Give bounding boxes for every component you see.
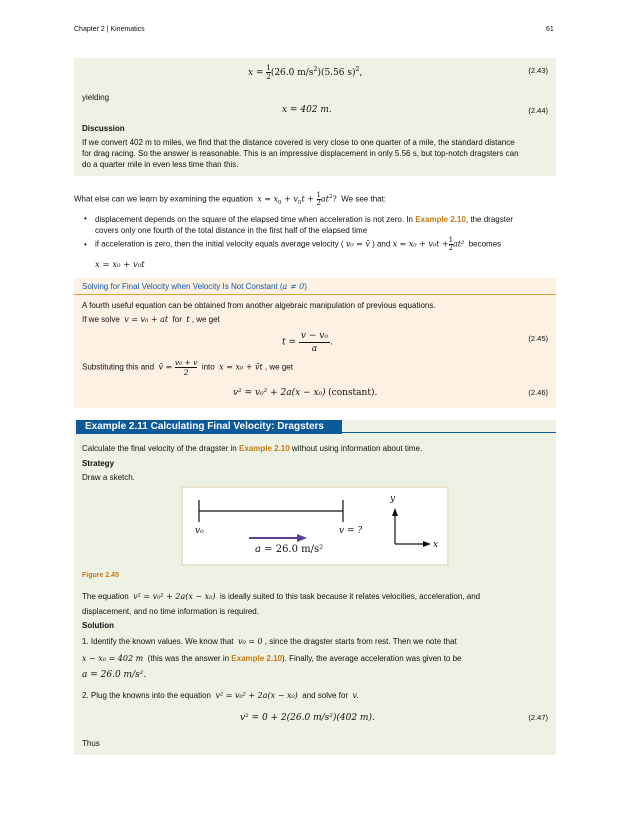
yielding-text: yielding [82, 93, 110, 102]
v0-label: v₀ [195, 526, 204, 536]
figure-caption: Figure 2.45 [82, 572, 119, 579]
equation-2-45: t = $\frac{\text{v − v₀}}{a}$ . [282, 331, 333, 354]
substituting-line: Substituting this and v̄ = $\frac{\text{v₀ + v}}{2}$ into x = x₀ + v̄t , we get [82, 358, 293, 377]
example-2-10-link[interactable]: Example 2.10 [238, 444, 290, 453]
equation-2-43: x = $\frac{1}{2}$ (26.0 $m/s^2)(5.56$ s)$^2$, [248, 64, 363, 82]
bullet-1-line-2: covers only one fourth of the total distance in the first half of the elapsed time [95, 226, 368, 235]
what-else-paragraph: What else can we learn by examining the equation $x = x_0 + v_0t$ + $\frac{1}{2}$ $at^2$? We see that: [74, 191, 387, 207]
solution-heading: Solution [82, 621, 114, 630]
discussion-line-1: If we convert 402 m to miles, we find that the distance covered is very close to one quarter of a mile, the standard distance [82, 138, 515, 147]
example-box [74, 420, 556, 755]
example-2-10-link[interactable]: Example 2.10 [231, 654, 282, 663]
y-axis-label: y [390, 494, 396, 504]
step-1-line-2: x − x₀ = 402 m (this was the answer in Example 2.10). Finally, the average acceleration was given to be [82, 654, 462, 663]
v-final-label: v = ? [339, 526, 363, 536]
solving-line-2: If we solve v = v₀ + at for t , we get [82, 315, 220, 324]
example-title-bar: Example 2.11 Calculating Final Velocity: Dragsters [76, 420, 342, 434]
solving-box-divider [74, 294, 556, 295]
step-1-line-1: 1. Identify the known values. We know that v₀ = 0 , since the dragster starts from rest. Then we note that [82, 637, 457, 646]
bullet-2-line-2: x = x₀ + v₀t [95, 260, 145, 270]
discussion-heading: Discussion [82, 124, 125, 133]
example-2-10-link[interactable]: Example 2.10 [415, 215, 466, 224]
page-number: 61 [546, 26, 554, 33]
equation-number-2-46: (2.46) [528, 388, 548, 397]
step-1-line-3: a = 26.0 m/s². [82, 670, 147, 680]
bullet-1-line-1: displacement depends on the square of the elapsed time when acceleration is not zero. In Example 2.10, the dragster [95, 215, 514, 224]
solving-line-1: A fourth useful equation can be obtained from another algebraic manipulation of previous equations. [82, 301, 436, 310]
example-intro: Calculate the final velocity of the dragster in Example 2.10 without using information about time. [82, 444, 423, 453]
x-axis-arrowhead [423, 541, 431, 547]
equation-2-46: v² = v₀² + 2a(x − x₀) (constant). [233, 388, 378, 398]
discussion-line-2: for drag racing. So the answer is reasonable. This is an impressive displacement in only 5.56 s, but top-notch dragsters can [82, 149, 519, 158]
thus-text: Thus [82, 739, 100, 748]
dragster-sketch-figure [181, 486, 449, 566]
equation-number-2-44: (2.44) [528, 106, 548, 115]
draw-sketch-text: Draw a sketch. [82, 473, 135, 482]
acceleration-label: a = 26.0 m/s² [255, 544, 324, 555]
step-2-line: 2. Plug the knowns into the equation v² = v₀² + 2a(x − x₀) and solve for v. [82, 691, 359, 700]
bullet-marker: • [84, 240, 87, 249]
equation-suited-line-2: displacement, and no time information is required. [82, 607, 259, 616]
equation-number-2-45: (2.45) [528, 334, 548, 343]
equation-2-44: x = 402 m. [282, 105, 332, 115]
discussion-line-3: do a quarter mile in even less time than this. [82, 160, 239, 169]
x-axis-label: x [433, 540, 439, 550]
bullet-marker: • [84, 214, 87, 223]
equation-2-47: v² = 0 + 2(26.0 m/s²)(402 m). [240, 713, 375, 723]
solving-box-title: Solving for Final Velocity when Velocity Is Not Constant (a ≠ 0) [82, 282, 307, 291]
bullet-2-line-1: if acceleration is zero, then the initial velocity equals average velocity ( v₀ = v̄ ) and x = x₀ + v₀t + $\frac{1}{2}$ at² becomes [95, 236, 502, 252]
equation-number-2-47: (2.47) [528, 713, 548, 722]
y-axis-arrowhead [392, 508, 398, 516]
equation-number-2-43: (2.43) [528, 66, 548, 75]
equation-suited-line-1: The equation v² = v₀² + 2a(x − x₀) is ideally suited to this task because it relates velocities, acceleration, and [82, 592, 481, 601]
strategy-heading: Strategy [82, 459, 115, 468]
example-title-rule [342, 432, 556, 433]
acceleration-arrowhead [297, 534, 307, 542]
running-header-chapter: Chapter 2 | Kinematics [74, 26, 145, 33]
